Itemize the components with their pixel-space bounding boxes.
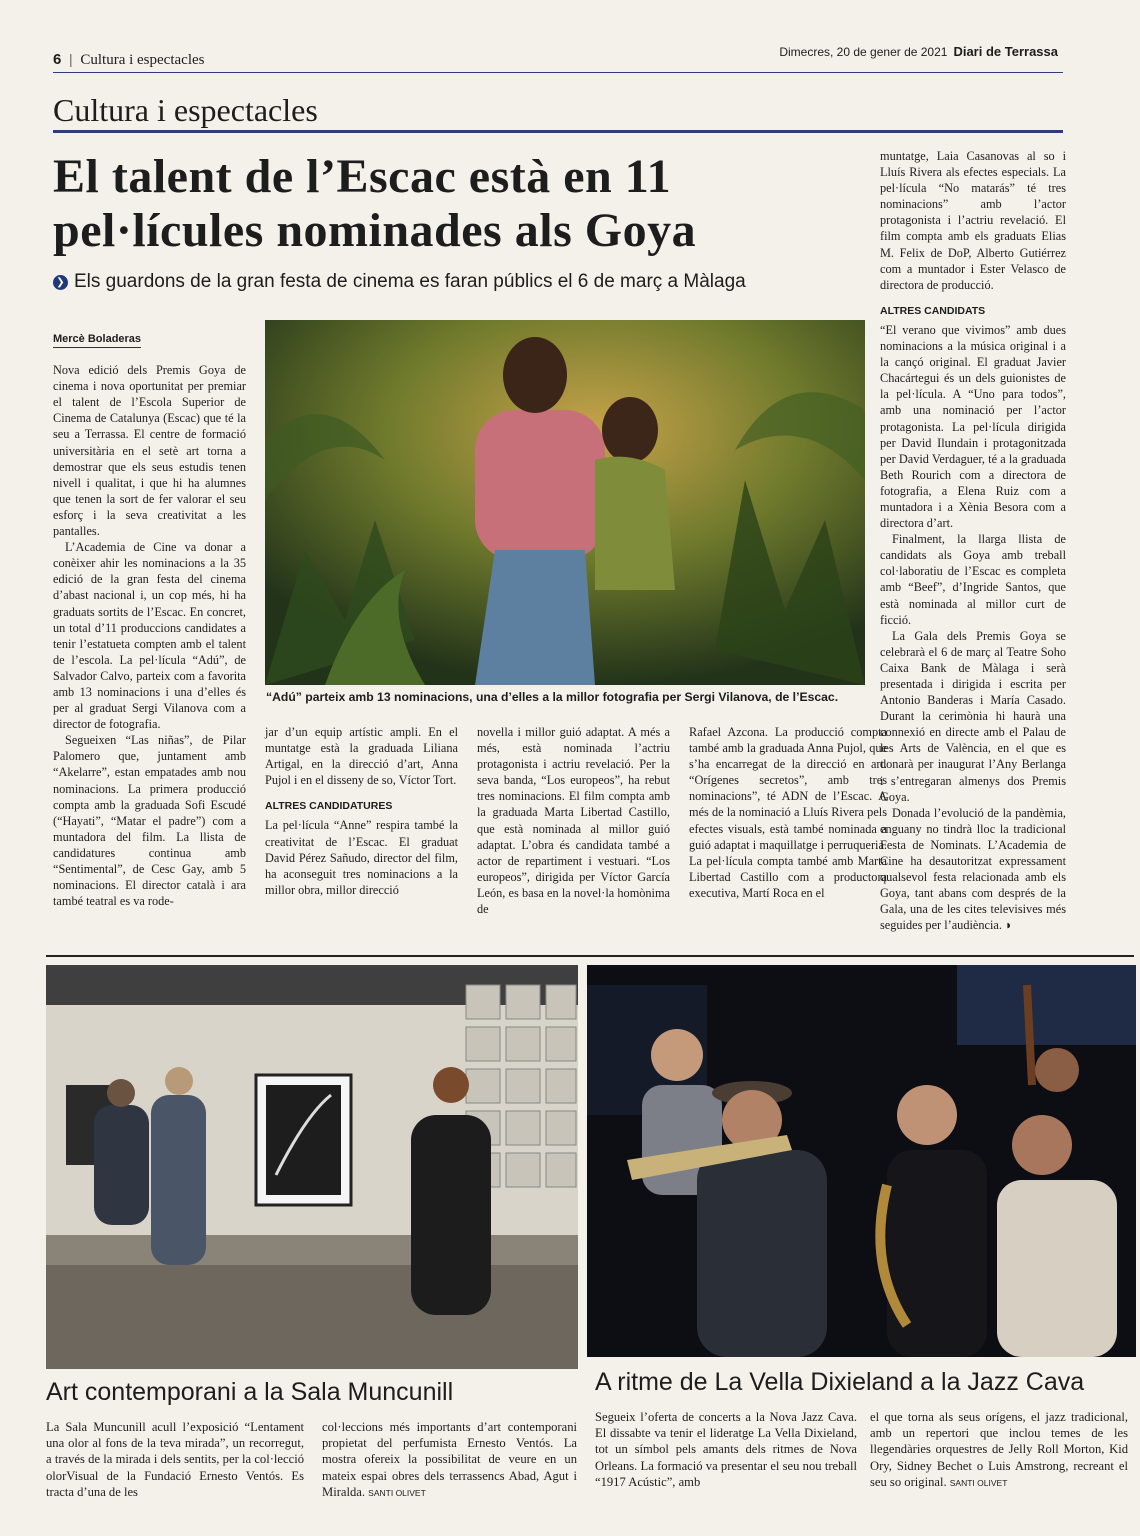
paragraph: muntatge, Laia Casanovas al so i Lluís Rivera als efectes especials. La pel·lícula “No matarás” té tres nominacions” amb l’actor protagonista i l’actriu revelació. El film compta amb els graduats Elias M. Felix de DoP, Alberto Gutiérrez com a muntador i Ester Velasco de directora de producció. — [880, 149, 1066, 292]
circle-chevron-icon: ❯ — [53, 275, 68, 290]
end-of-article-icon: ◗ — [1004, 918, 1013, 933]
section-divider — [46, 955, 1134, 957]
paragraph: La Gala dels Premis Goya se celebrarà el 6 de març al Teatre Soho Caixa Bank de Màlaga i serà presentada i dirigida i escrita per Antonio Banderas i María Casado. Durant la cerimònia hi haurà una connexió en directe amb el Palau de les Arts de València, en el que es donarà per inaugurat l’Any Berlanga i s’entregaran almenys dos Premis Goya. — [880, 628, 1066, 804]
paragraph-text: col·leccions més importants d’art contemporani propietat del perfumista Ernesto Ventós. La mostra ofereix la possibilitat de veure en un mateix espai obres dels terrassencs Abad, Agut i Miralda. — [322, 1420, 577, 1499]
article-column-1 — [53, 330, 246, 909]
article-column-5 — [880, 148, 1066, 934]
paragraph: Finalment, la llarga llista de candidats als Goya amb treball col·laboratiu de l’Escac es completa amb “Beef”, d’Ingride Santos, que està nominada al millor curt de ficció. — [880, 532, 1066, 627]
paragraph: jar d’un equip artístic ampli. En el muntatge està la graduada Liliana Artigal, en la direcció d’art, Anna Pujol i en el disseny de so, Víctor Tort. — [265, 725, 458, 788]
headline-line-1: El talent de l’Escac està en 11 — [53, 150, 672, 203]
story-right-title: A ritme de La Vella Dixieland a la Jazz Cava — [595, 1368, 1085, 1396]
adu-film-still-photo — [265, 320, 865, 685]
paragraph: novella i millor guió adaptat. A més a més, està nominada l’actriu protagonista i actriu revelació. Per la seva banda, “Los europeos”, ha rebut tres nominacions. El film compta amb la graduada Marta Libertad Castillo, que està nominada al millor guió adaptat. L’obra és candidata també a actor de repartiment i vestuari. “Los europeos”, dirigida per Víctor García León, es basa en la novel·la homònima de — [477, 725, 670, 917]
photo-credit: SANTI OLIVET — [949, 1477, 1008, 1488]
jungle-children-image — [265, 320, 865, 685]
page-number: 6 — [53, 51, 62, 68]
header-rule — [53, 72, 1063, 73]
paragraph: L’Academia de Cine va donar a conèixer ahir les nominacions a la 35 edició de la gran festa del cinema d’abast nacional i, un cop més, hi ha graduats sortits de l’Escac. En concret, un total d’11 produccions candidates a tenir l’estatueta compten amb el talent de l’escola. La pel·lícula “Adú”, de Salvador Calvo, parteix com a favorita amb 13 nominacions i una d’elles és per al graduat Sergi Vilanova com a director de fotografia. — [53, 540, 246, 732]
story-left-title: Art contemporani a la Sala Muncunill — [46, 1378, 454, 1406]
story-right-column-2 — [870, 1409, 1128, 1491]
section-rule — [53, 130, 1063, 133]
paragraph: La pel·lícula “Anne” respira també la creativitat de l’Escac. El graduat David Pérez Sañudo, director del film, ha aconseguit tres nominacions a la millor obra, millor direcció — [265, 818, 458, 897]
article-column-3 — [477, 724, 670, 917]
story-left-column-2 — [322, 1419, 577, 1501]
exhibition-visitors-image — [46, 965, 578, 1369]
article-headline — [53, 150, 853, 258]
paragraph: Segueixen “Las niñas”, de Pilar Palomero que, juntament amb “Akelarre”, estan empatades amb nou nominacions. La primera producció compta amb la graduada Sofi Escudé (“Hayati”, “Matar el padre”) com a muntadora del film. La llista de candidatures continua amb “Sentimental”, de Cesc Gay, amb 5 nominacions. El director català i ara també teatral es va rode- — [53, 733, 246, 909]
paragraph — [870, 1409, 1128, 1491]
jazz-concert-photo — [587, 965, 1136, 1357]
headline-line-2: pel·lícules nominades als Goya — [53, 204, 697, 257]
jazz-band-image — [587, 965, 1136, 1357]
page-header-left: 6 | Cultura i espectacles — [53, 51, 205, 68]
photo-caption: “Adú” parteix amb 13 nominacions, una d’elles a la millor fotografia per Sergi Vilanova, de l’Escac. — [266, 690, 839, 704]
paragraph: La Sala Muncunill acull l’exposició “Lentament una olor al fons de la teva mirada”, un recorregut, a través de la mirada i dels sentits, per la col·lecció olorVisual de la Fundació Ernesto Ventós. Es tracta d’una de les — [46, 1420, 304, 1499]
paragraph-text: el que torna als seus orígens, el jazz tradicional, amb un repertori que inclou temes de les llegendàries orquestres de Jelly Roll Morton, Kid Ory, Sidney Bechet o Luis Amstrong, recreant el seu so original. — [870, 1410, 1128, 1489]
story-right-column-1 — [595, 1409, 857, 1490]
article-column-2 — [265, 724, 458, 898]
byline: Mercè Boladeras — [53, 331, 141, 348]
page-header-right — [779, 44, 1058, 59]
newspaper-name: Diari de Terrassa — [953, 44, 1058, 59]
paragraph: Rafael Azcona. La producció compta també amb la graduada Anna Pujol, que s’ha encarregat de la direcció en art. “Orígenes secretos”, amb tres nominacions”, té ADN de l’Escac. A més de la nominació a Lluís Rivera pels efectes visuals, està també nominada a guió adaptat i maquillatge i perruqueria. La pel·lícula compta també amb Marta Libertad Castillo com a productora executiva, Martí Roca en el — [689, 725, 887, 900]
subsection-heading: ALTRES CANDIDATS — [880, 304, 986, 317]
issue-date: Dimecres, 20 de gener de 2021 — [779, 45, 948, 59]
article-subheadline — [53, 271, 746, 293]
story-left-column-1 — [46, 1419, 304, 1500]
paragraph — [880, 805, 1066, 934]
section-title: Cultura i espectacles — [53, 92, 318, 128]
paragraph: Nova edició dels Premis Goya de cinema i nova oportunitat per premiar el talent de l’Escola Superior de Cinema de Catalunya (Escac) que té la seu a Terrassa. El centre de formació universitària en el setè art torna a demostrar que els seus estudis tenen nivell i qualitat, i que hi ha alumnes que tenen la sort de fer valorar el seu esforç i la seva creativitat a les pantalles. — [53, 363, 246, 539]
paragraph: Segueix l’oferta de concerts a la Nova Jazz Cava. El dissabte va tenir el lideratge La Vella Dixieland, tot un símbol pels amants dels ritmes de Nova Orleans. La formació va presentar el seu nou treball “1917 Acústic”, amb — [595, 1410, 857, 1489]
article-column-4 — [689, 724, 887, 901]
paragraph: “El verano que vivimos” amb dues nominacions a la música original i a la cançó original. El graduat Javier Chacártegui és un dels guionistes de la pel·lícula. A “Uno para todos”, amb una nominació per l’actor protagonista. La pel·lícula dirigida per David Ilundain i protagonitzada per David Verdaguer, té a la graduada Beth Rourich com a directora de fotografia, a Elena Ruiz com a muntadora i a Xènia Besora com a directora d’art. — [880, 322, 1066, 531]
paragraph-text: Donada l’evolució de la pandèmia, enguany no tindrà lloc la tradicional Festa de Nominats. L’Academia de Cine ha desautoritzat expressament qualsevol festa relacionada amb els Goya, tant abans com després de la Gala, una de les cites televisives més seguides per l’audiència. — [880, 805, 1066, 933]
subsection-heading: ALTRES CANDIDATURES — [265, 800, 393, 813]
gallery-photo — [46, 965, 578, 1369]
header-section-label: Cultura i espectacles — [80, 52, 205, 68]
paragraph — [322, 1419, 577, 1501]
photo-credit: SANTI OLIVET — [368, 1487, 426, 1498]
subheadline-text: Els guardons de la gran festa de cinema es faran públics el 6 de març a Màlaga — [74, 271, 746, 292]
